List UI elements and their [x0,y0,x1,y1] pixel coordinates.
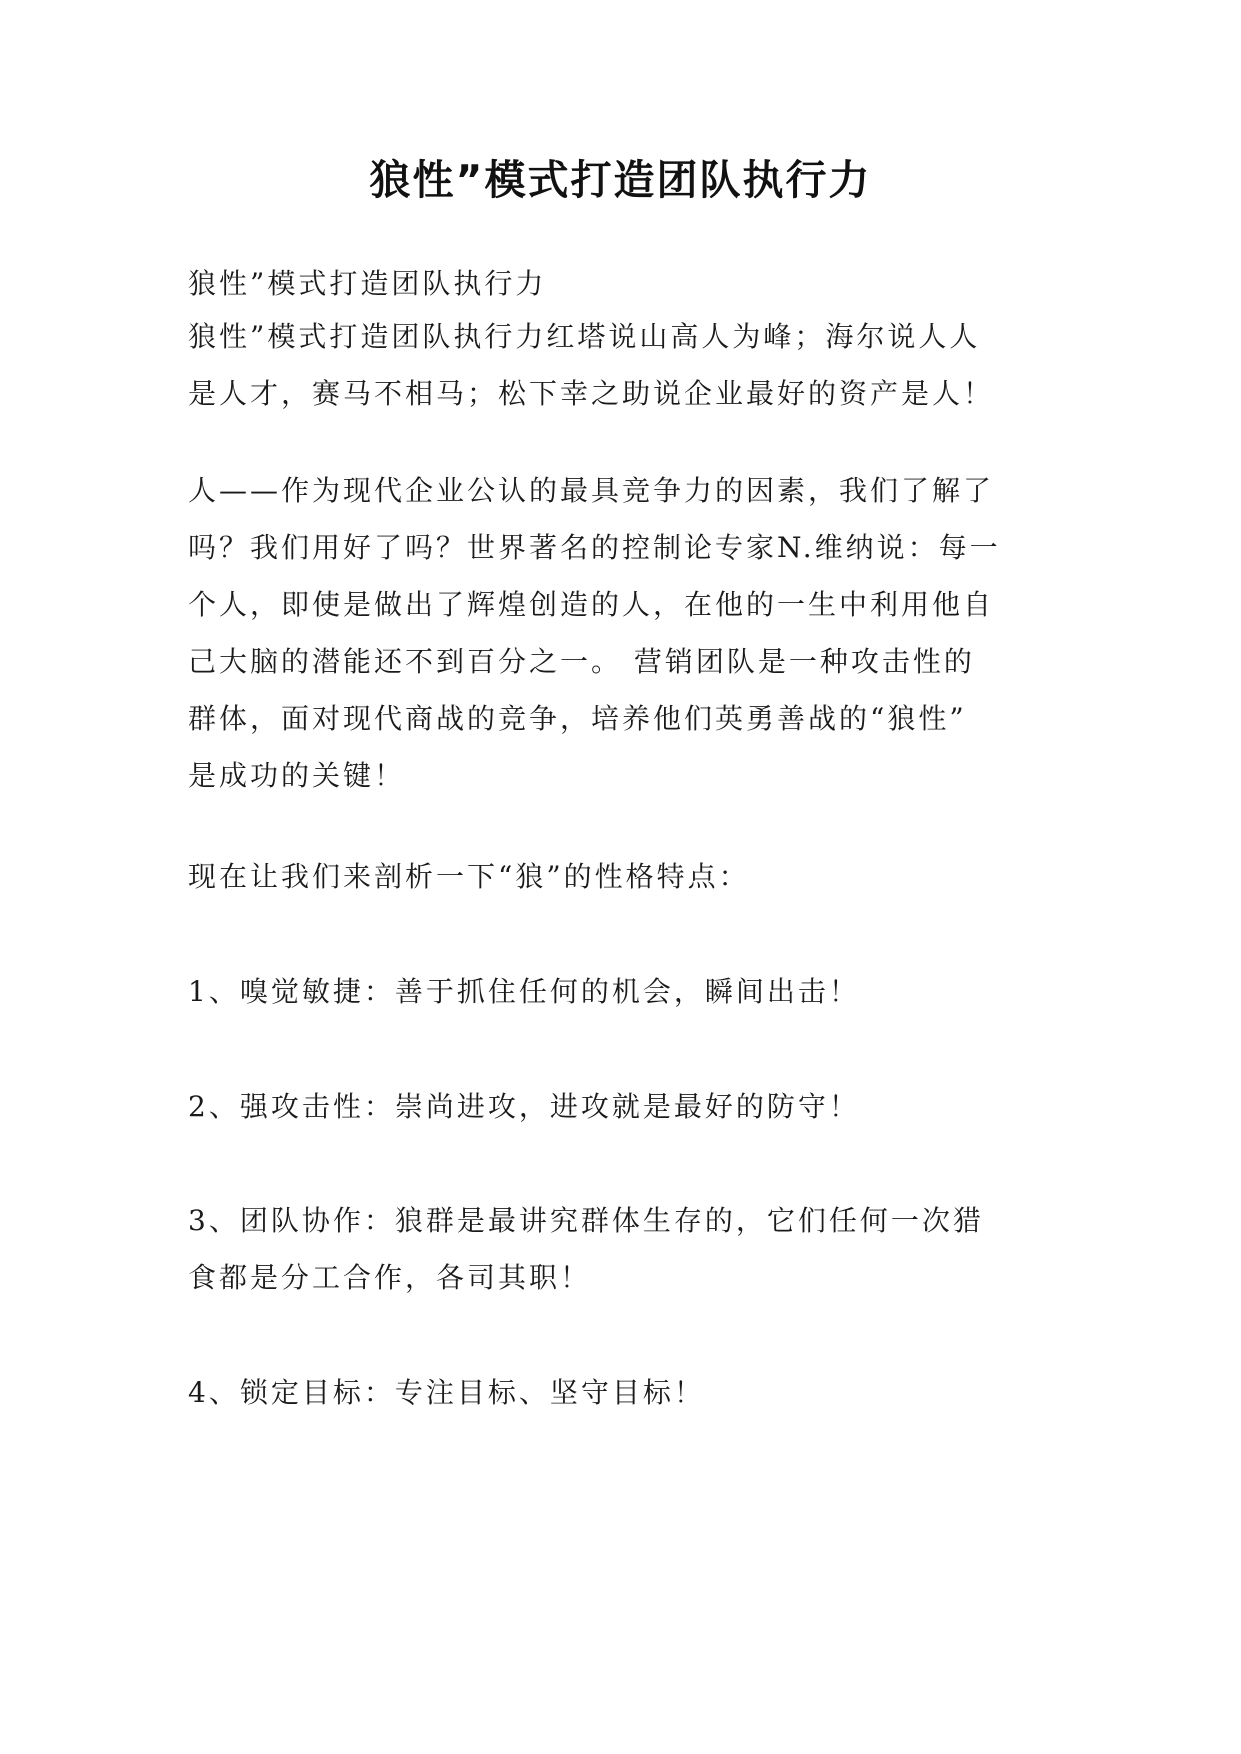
paragraph-intro [188,308,1068,422]
paragraph-line: 狼性”模式打造团队执行力 [188,267,547,300]
paragraph-line: 个人，即使是做出了辉煌创造的人，在他的一生中利用他自 [188,588,995,621]
paragraph-line: 吗？我们用好了吗？世界著名的控制论专家N.维纳说：每一 [188,531,1001,564]
paragraph-subtitle [188,255,1068,312]
paragraph-line: 狼性”模式打造团队执行力红塔说山高人为峰；海尔说人人 [188,320,981,353]
paragraph-line: 2、强攻击性：崇尚进攻，进攻就是最好的防守！ [188,1090,860,1123]
paragraph-line: 群体，面对现代商战的竞争，培养他们英勇善战的“狼性” [188,702,967,735]
paragraph-point-2 [188,1078,1068,1135]
paragraph-point-1 [188,963,1068,1020]
paragraph-line: 现在让我们来剖析一下“狼”的性格特点： [188,860,750,893]
paragraph-line: 是成功的关键！ [188,759,406,792]
paragraph-analysis [188,848,1068,905]
paragraph-line: 人——作为现代企业公认的最具竞争力的因素，我们了解了 [188,474,995,507]
paragraph-line: 4、锁定目标：专注目标、坚守目标！ [188,1376,705,1409]
paragraph-line: 是人才，赛马不相马；松下幸之助说企业最好的资产是人！ [188,377,995,410]
paragraph-line: 己大脑的潜能还不到百分之一。 营销团队是一种攻击性的 [188,645,975,678]
paragraph-point-3 [188,1192,1068,1306]
document-title: 狼性”模式打造团队执行力 [369,156,872,204]
paragraph-line: 3、团队协作：狼群是最讲究群体生存的，它们任何一次猎 [188,1204,984,1237]
paragraph-people [188,462,1068,804]
paragraph-line: 食都是分工合作，各司其职！ [188,1261,592,1294]
paragraph-line: 1、嗅觉敏捷：善于抓住任何的机会，瞬间出击！ [188,975,860,1008]
paragraph-point-4 [188,1364,1068,1421]
